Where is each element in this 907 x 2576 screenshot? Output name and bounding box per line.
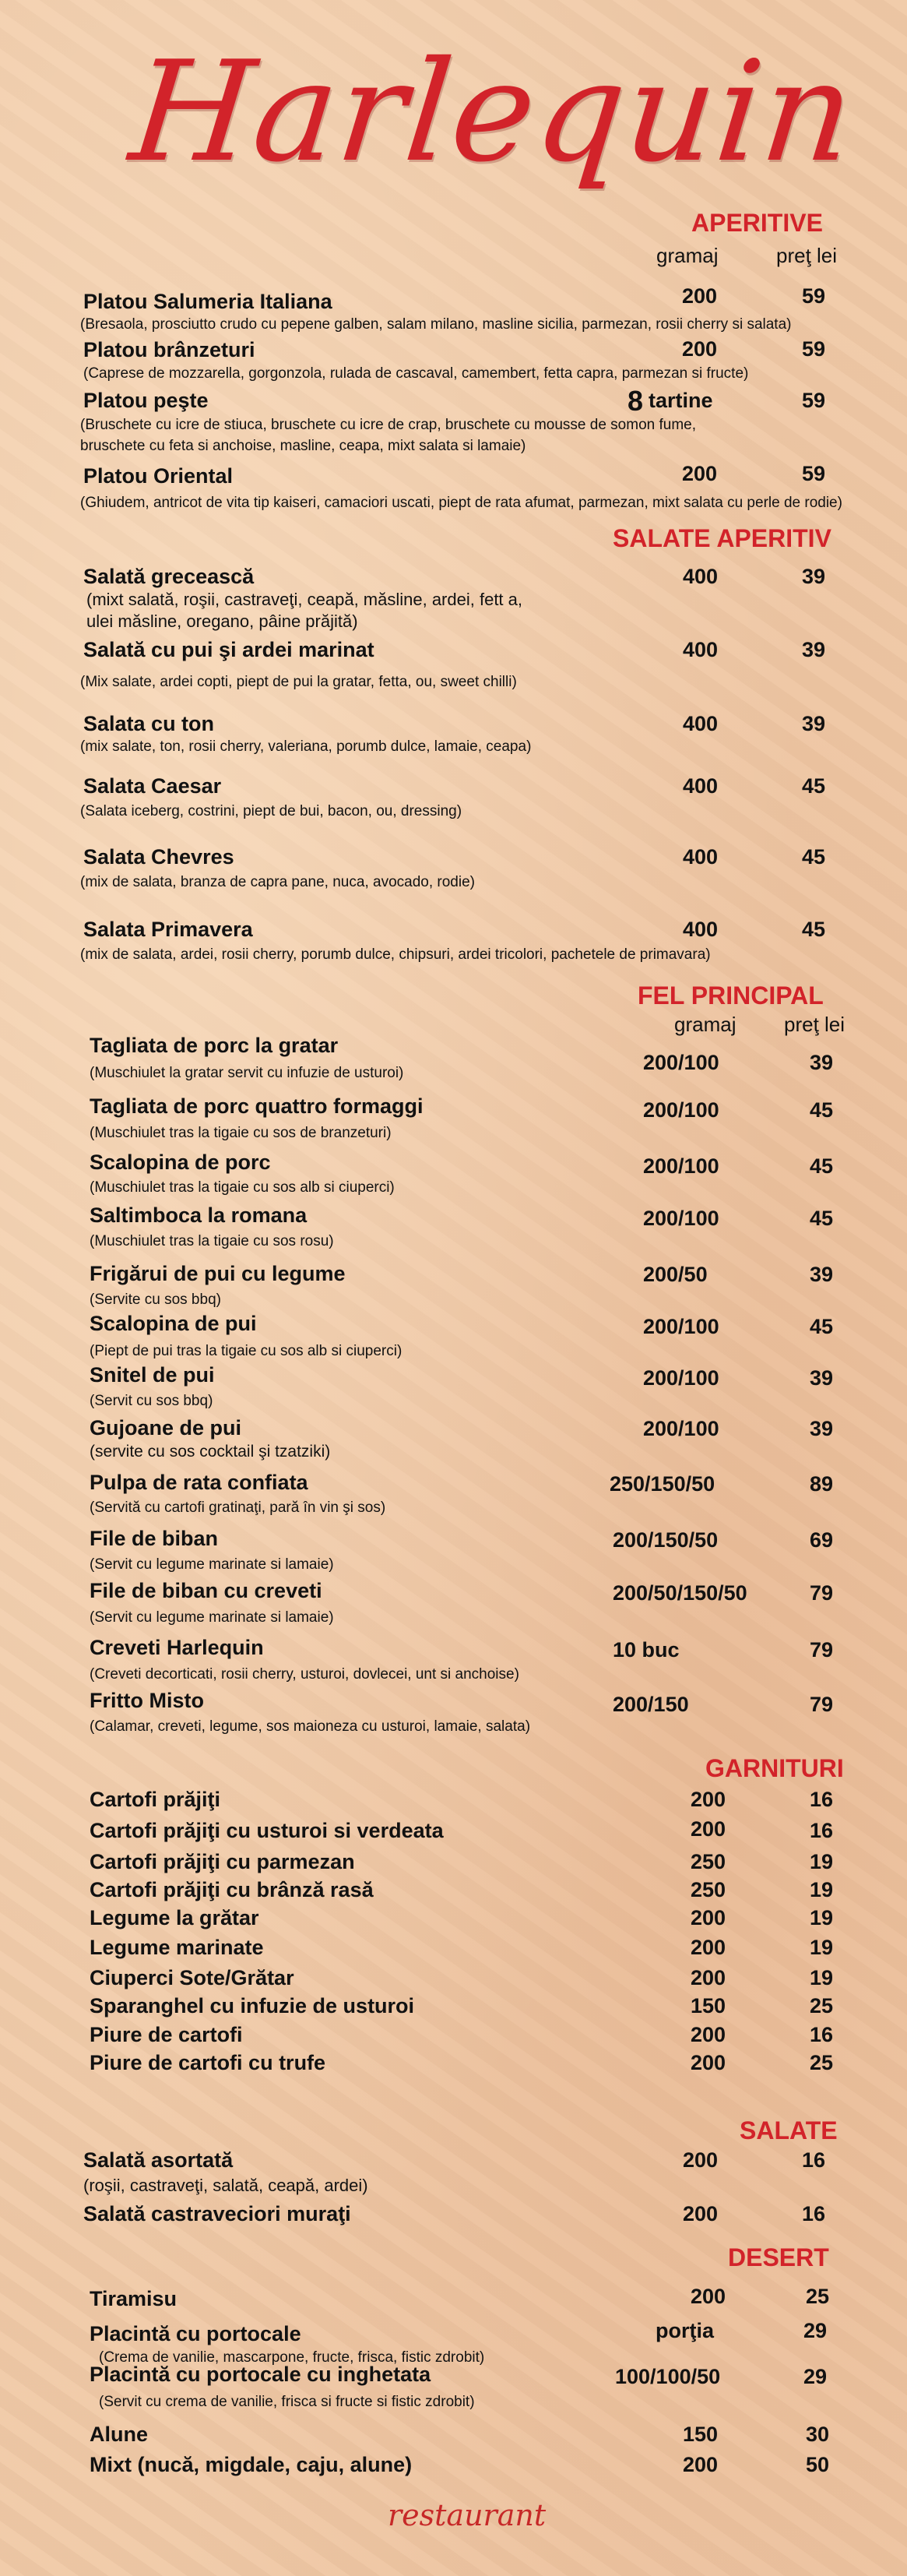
menu-item-qty: 200/100: [643, 1417, 719, 1440]
section-title-desert: DESERT: [728, 2243, 829, 2271]
menu-item-price: 30: [806, 2423, 830, 2446]
menu-item-desc: (Servită cu cartofi gratinaţi, pară în vin şi sos): [90, 1499, 386, 1516]
menu-item-name: Tiramisu: [90, 2287, 178, 2310]
menu-item-qty: 200: [691, 1817, 726, 1841]
menu-item-qty: 200/100: [643, 1098, 719, 1122]
menu-item-qty: 200: [682, 462, 718, 485]
menu-item-qty: 10 buc: [613, 1638, 680, 1662]
menu-item-price: 39: [802, 712, 826, 735]
menu-item-desc: (Salata iceberg, costrini, piept de bui, bacon, ou, dressing): [80, 803, 462, 819]
menu-item-desc: (mix salate, ton, rosii cherry, valeriana, porumb dulce, lamaie, ceapa): [80, 738, 532, 755]
menu-item-price: 79: [810, 1638, 834, 1662]
menu-item-desc: (mix de salata, ardei, rosii cherry, porumb dulce, chipsuri, ardei tricolori, pachetele de primavara): [80, 946, 711, 963]
menu-item-qty: 400: [683, 918, 719, 941]
menu-item-desc: (roşii, castraveţi, salată, ceapă, ardei): [83, 2176, 368, 2195]
section-title-garnituri: GARNITURI: [705, 1754, 844, 1782]
menu-item-price: 69: [810, 1528, 834, 1552]
menu-item-name: File de biban cu creveti: [90, 1579, 322, 1602]
menu-item-desc: (Servit cu legume marinate si lamaie): [90, 1556, 334, 1573]
menu-item-desc: (Muschiulet la gratar servit cu infuzie de usturoi): [90, 1065, 404, 1081]
menu-item-name: Legume la grătar: [90, 1906, 259, 1929]
menu-item-name: Ciuperci Sote/Grătar: [90, 1966, 294, 1989]
menu-item-name: Scalopina de pui: [90, 1312, 257, 1335]
menu-item-name: Salată grecească: [83, 565, 255, 588]
menu-item-name: Salata cu ton: [83, 712, 215, 735]
menu-item-price: 39: [810, 1417, 834, 1440]
menu-item-name: Salata Chevres: [83, 845, 234, 869]
menu-item-name: Platou Oriental: [83, 464, 234, 488]
menu-item-name: Piure de cartofi cu trufe: [90, 2051, 326, 2074]
menu-item-qty: 400: [683, 638, 719, 661]
menu-item-desc: (Muschiulet tras la tigaie cu sos rosu): [90, 1233, 334, 1249]
menu-item-desc: (Servit cu crema de vanilie, frisca si fructe si fistic zdrobit): [99, 2394, 475, 2410]
menu-item-name: Sparanghel cu infuzie de usturoi: [90, 1994, 415, 2017]
menu-item-desc: (Ghiudem, antricot de vita tip kaiseri, camaciori uscati, piept de rata afumat, parmezan, mixt salata cu perle de rodie): [80, 495, 842, 511]
menu-item-name: Platou brânzeturi: [83, 338, 255, 361]
menu-item-name: Legume marinate: [90, 1936, 264, 1959]
menu-item-qty: 200/100: [643, 1051, 719, 1074]
menu-item-qty: 200: [683, 2453, 719, 2476]
menu-item-name: Salată castraveciori muraţi: [83, 2202, 351, 2225]
menu-item-price: 45: [802, 774, 826, 798]
menu-item-qty: 150: [691, 1994, 726, 2017]
menu-item-name: Salată asortată: [83, 2148, 234, 2172]
menu-item-price: 45: [810, 1154, 834, 1178]
menu-item-price: 59: [802, 389, 826, 412]
menu-item-qty: 150: [683, 2423, 719, 2446]
column-header-gramaj: gramaj: [656, 244, 719, 267]
menu-item-name: Salata Primavera: [83, 918, 253, 941]
menu-item-name: Placintă cu portocale: [90, 2322, 301, 2345]
menu-item-price: 19: [810, 1906, 834, 1929]
menu-item-price: 45: [810, 1315, 834, 1338]
menu-item-price: 19: [810, 1966, 834, 1989]
column-header-pret: preţ lei: [784, 1013, 845, 1036]
menu-item-qty: 200: [691, 2023, 726, 2046]
menu-item-price: 25: [810, 2051, 834, 2074]
menu-item-desc: (Creveti decorticati, rosii cherry, usturoi, dovlecei, unt si anchoise): [90, 1666, 519, 1683]
menu-item-name: Frigărui de pui cu legume: [90, 1262, 346, 1285]
section-title-salate-aperitiv: SALATE APERITIV: [613, 524, 831, 552]
menu-item-qty: 200/50: [643, 1263, 708, 1286]
menu-item-name: Creveti Harlequin: [90, 1636, 264, 1659]
menu-item-qty: 250/150/50: [610, 1472, 715, 1496]
menu-item-desc: (Muschiulet tras la tigaie cu sos de branzeturi): [90, 1125, 392, 1141]
menu-item-price: 45: [810, 1098, 834, 1122]
menu-item-name: Salată cu pui şi ardei marinat: [83, 638, 374, 661]
menu-item-name: Platou peşte: [83, 389, 209, 412]
menu-item-price: 16: [802, 2148, 826, 2172]
menu-item-price: 39: [802, 638, 826, 661]
menu-item-qty-unit: tartine: [649, 389, 713, 412]
menu-item-price: 16: [802, 2202, 826, 2225]
menu-item-name: Scalopina de porc: [90, 1151, 271, 1174]
menu-item-name: Gujoane de pui: [90, 1416, 242, 1440]
menu-item-price: 29: [803, 2365, 828, 2388]
menu-item-name: Cartofi prăjiţi cu brânză rasă: [90, 1878, 374, 1901]
menu-item-desc: (Piept de pui tras la tigaie cu sos alb si ciuperci): [90, 1343, 403, 1359]
menu-item-desc: (Muschiulet tras la tigaie cu sos alb si ciuperci): [90, 1179, 395, 1196]
menu-item-price: 45: [802, 918, 826, 941]
menu-item-qty: 250: [691, 1850, 726, 1873]
menu-item-qty: 400: [683, 565, 719, 588]
section-title-fel-principal: FEL PRINCIPAL: [638, 981, 824, 1010]
menu-item-price: 39: [810, 1263, 834, 1286]
column-header-gramaj: gramaj: [674, 1013, 736, 1036]
menu-item-desc: (Mix salate, ardei copti, piept de pui la gratar, fetta, ou, sweet chilli): [80, 674, 517, 690]
menu-item-name: Saltimboca la romana: [90, 1203, 308, 1227]
menu-item-qty: porţia: [656, 2319, 715, 2342]
menu-item-name: Placintă cu portocale cu inghetata: [90, 2363, 431, 2386]
menu-item-price: 89: [810, 1472, 834, 1496]
menu-item-desc: (Servit cu sos bbq): [90, 1393, 213, 1409]
menu-item-qty: 200/50/150/50: [613, 1581, 747, 1605]
menu-item-qty: 200: [691, 1936, 726, 1959]
menu-item-qty: 400: [683, 712, 719, 735]
menu-item-price: 45: [810, 1207, 834, 1230]
menu-item-qty: 200/150: [613, 1693, 689, 1716]
menu-item-name: Platou Salumeria Italiana: [83, 290, 332, 313]
menu-item-desc: (Calamar, creveti, legume, sos maioneza cu usturoi, lamaie, salata): [90, 1718, 531, 1735]
menu-item-name: Salata Caesar: [83, 774, 222, 798]
menu-item-price: 59: [802, 462, 826, 485]
menu-item-desc: (mixt salată, roşii, castraveţi, ceapă, măsline, ardei, fett a,: [86, 590, 523, 609]
menu-item-desc: (Servit cu legume marinate si lamaie): [90, 1609, 334, 1626]
menu-item-name: Cartofi prăjiţi: [90, 1788, 221, 1811]
menu-item-name: Snitel de pui: [90, 1363, 215, 1387]
menu-item-desc: (servite cu sos cocktail şi tzatziki): [90, 1443, 331, 1461]
menu-item-name: Fritto Misto: [90, 1689, 204, 1712]
menu-item-name: Cartofi prăjiţi cu usturoi si verdeata: [90, 1819, 444, 1842]
menu-item-price: 19: [810, 1936, 834, 1959]
menu-item-qty: 200/150/50: [613, 1528, 719, 1552]
menu-item-qty: 200: [691, 1966, 726, 1989]
menu-item-qty: 400: [683, 774, 719, 798]
menu-item-qty: 200/100: [643, 1207, 719, 1230]
menu-item-name: Cartofi prăjiţi cu parmezan: [90, 1850, 355, 1873]
menu-item-price: 79: [810, 1581, 834, 1605]
menu-item-qty: 200: [683, 2148, 719, 2172]
menu-item-desc: (Bruschete cu icre de stiuca, bruschete cu icre de crap, bruschete cu mousse de somon fume,: [80, 417, 696, 433]
menu-item-price: 79: [810, 1693, 834, 1716]
menu-item-desc: (Caprese de mozzarella, gorgonzola, rulada de cascaval, camembert, fetta capra, parmezan si fructe): [83, 365, 749, 382]
menu-item-price: 16: [810, 2023, 834, 2046]
menu-item-desc: (Bresaola, prosciutto crudo cu pepene galben, salam milano, masline sicilia, parmezan, rosii cherry si salata): [80, 316, 792, 333]
menu-item-name: Mixt (nucă, migdale, caju, alune): [90, 2453, 413, 2476]
menu-item-qty: 200: [691, 2051, 726, 2074]
menu-item-qty: 200: [691, 2285, 726, 2308]
menu-item-price: 59: [802, 337, 826, 361]
menu-item-qty: 200: [682, 284, 718, 308]
menu-item-price: 19: [810, 1878, 834, 1901]
menu-item-name: File de biban: [90, 1527, 219, 1550]
menu-item-price: 50: [806, 2453, 830, 2476]
menu-item-qty: 200/100: [643, 1315, 719, 1338]
menu-item-qty: 400: [683, 845, 719, 869]
menu-item-desc: (Servite cu sos bbq): [90, 1292, 221, 1308]
menu-item-price: 59: [802, 284, 826, 308]
menu-item-price: 25: [810, 1994, 834, 2017]
menu-item-qty: 200: [683, 2202, 719, 2225]
menu-item-price: 45: [802, 845, 826, 869]
footer-restaurant-label: restaurant: [388, 2498, 547, 2532]
menu-item-desc: ulei măsline, oregano, pâine prăjită): [86, 611, 358, 631]
menu-item-price: 19: [810, 1850, 834, 1873]
menu-item-name: Alune: [90, 2423, 149, 2446]
menu-item-name: Tagliata de porc quattro formaggi: [90, 1094, 424, 1118]
menu-item-name: Pulpa de rata confiata: [90, 1471, 308, 1494]
menu-item-price: 25: [806, 2285, 830, 2308]
menu-item-price: 16: [810, 1819, 834, 1842]
menu-item-name: Tagliata de porc la gratar: [90, 1034, 339, 1057]
column-header-pret: preţ lei: [776, 244, 838, 267]
menu-item-qty: 200/100: [643, 1366, 719, 1390]
section-title-salate: SALATE: [740, 2116, 838, 2144]
menu-item-qty: 8: [628, 385, 644, 417]
menu-item-price: 29: [803, 2319, 828, 2342]
section-title-aperitive: APERITIVE: [691, 209, 823, 237]
menu-item-desc: (Crema de vanilie, mascarpone, fructe, frisca, fistic zdrobit): [99, 2349, 485, 2366]
menu-item-price: 16: [810, 1788, 834, 1811]
menu-item-price: 39: [810, 1366, 834, 1390]
menu-item-qty: 200: [682, 337, 718, 361]
menu-item-price: 39: [802, 565, 826, 588]
menu-item-name: Piure de cartofi: [90, 2023, 243, 2046]
menu-item-desc: bruschete cu feta si anchoise, masline, ceapa, mixt salata si lamaie): [80, 438, 526, 454]
menu-item-desc: (mix de salata, branza de capra pane, nuca, avocado, rodie): [80, 874, 475, 890]
menu-item-qty: 100/100/50: [615, 2365, 721, 2388]
menu-item-qty: 250: [691, 1878, 726, 1901]
menu-item-qty: 200: [691, 1906, 726, 1929]
menu-item-price: 39: [810, 1051, 834, 1074]
menu-item-qty: 200/100: [643, 1154, 719, 1178]
menu-item-qty: 200: [691, 1788, 726, 1811]
brand-logo: Harlequin: [124, 31, 863, 192]
